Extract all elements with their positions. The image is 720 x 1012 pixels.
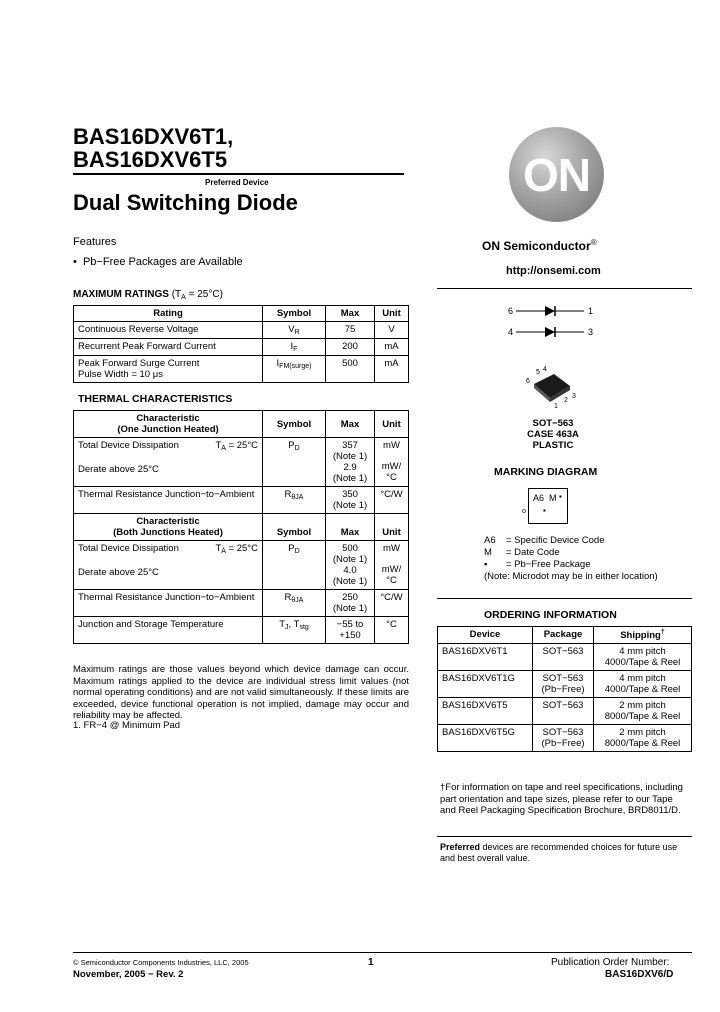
svg-text:5: 5 [536, 369, 540, 376]
pin-6-label: 6 [508, 306, 514, 316]
svg-text:3: 3 [572, 393, 576, 400]
package-drawing [522, 366, 582, 410]
table-row: Junction and Storage Temperature $T_J$, $T_{stg}$ −55 to +150 °C [74, 617, 409, 644]
on-semi-logo: ON [509, 127, 604, 222]
marking-heading: MARKING DIAGRAM [494, 466, 598, 478]
pin-3-label: 3 [588, 327, 594, 337]
company-name: ON Semiconductor® [482, 238, 597, 253]
svg-text:2: 2 [564, 397, 568, 404]
divider [437, 598, 692, 599]
preferred-device-label: Preferred Device [205, 178, 269, 187]
ratings-notes: Maximum ratings are those values beyond which device damage can occur. Maximum ratings applied to the device are individual stress limit values (not normal operating conditions) and are not valid simultaneously. If these limits are exceeded, device functional operation is not implied, damage may occur and reliability may be affected. [73, 664, 409, 721]
copyright: © Semiconductor Components Industries, LLC, 2005 [73, 958, 249, 967]
table-row: BAS16DXV6T1 SOT−563 4 mm pitch 4000/Tape & Reel [438, 644, 692, 671]
table-row: Peak Forward Surge Current Pulse Width = 10 μs $I_{FM(surge)}$ 500 mA [74, 356, 409, 383]
divider [437, 836, 692, 837]
max-ratings-table: Rating Symbol Max Unit Continuous Reverse Voltage $V_R$ 75 V Recurrent Peak Forward Current $I_F$ 200 mA Peak Forward Surge Current Pulse Width = 10 μs $I_{FM(surge)}$ 500 mA [73, 305, 409, 383]
max-ratings-heading: MAXIMUM RATINGS $(T_A = 25^\circ C)$ [73, 289, 223, 301]
publication-label: Publication Order Number: [551, 957, 670, 968]
table-row: Thermal Resistance Junction−to−Ambient $R_{\theta JA}$ 250 (Note 1) °C/W [74, 590, 409, 617]
company-url[interactable]: http://onsemi.com [506, 265, 601, 277]
pin-4-label: 4 [508, 327, 514, 337]
marking-diagram: A6 M ▪ ▪ [528, 488, 568, 524]
ordering-heading: ORDERING INFORMATION [484, 609, 617, 621]
table-row: Recurrent Peak Forward Current $I_F$ 200 mA [74, 339, 409, 356]
microdot-icon: ▪ [559, 492, 562, 501]
svg-text:4: 4 [543, 366, 547, 373]
part-number-2: BAS16DXV6T5 [73, 147, 228, 172]
note-1: 1. FR−4 @ Minimum Pad [73, 720, 181, 731]
marking-legend: A6 = Specific Device Code M = Date Code ▪ = Pb−Free Package (Note: Microdot may be in either location) [484, 535, 658, 582]
table-row: BAS16DXV6T5 SOT−563 2 mm pitch 8000/Tape & Reel [438, 698, 692, 725]
svg-text:1: 1 [554, 403, 558, 410]
table-row: Total Device Dissipation $T_A = 25^\circ C$ Derate above 25°C $P_D$ 500 (Note 1) 4.0 (Note 1) mW mW/°C [74, 541, 409, 590]
preferred-note: Preferred devices are recommended choices for future use and best overall value. [440, 842, 678, 863]
page-number: 1 [368, 957, 374, 968]
package-info: SOT−563 CASE 463A PLASTIC [527, 418, 579, 451]
bullet-icon: • [73, 256, 83, 268]
svg-text:6: 6 [526, 378, 530, 385]
ordering-footnote: †For information on tape and reel specifications, including part orientation and tape sizes, please refer to our Tape and Reel Packaging Specification Brochure, BRD8011/D. [440, 782, 683, 816]
divider [437, 288, 692, 289]
pin-1-label: 1 [588, 306, 594, 316]
ordering-table: Device Package Shipping† BAS16DXV6T1 SOT−563 4 mm pitch 4000/Tape & Reel BAS16DXV6T1G SOT−563 (Pb−Free) 4 mm pitch 4000/Tape & Reel BAS16DXV6T5 SOT−563 2 mm pitch 8000/Tape & Reel BAS16DXV6T5G SOT−563 (Pb−Free) 2 mm pitch 8000/Tape & Reel [437, 626, 692, 752]
thermal-heading: THERMAL CHARACTERISTICS [78, 393, 233, 405]
publication-number: BAS16DXV6/D [605, 969, 674, 980]
table-row: Thermal Resistance Junction−to−Ambient $R_{\theta JA}$ 350 (Note 1) °C/W [74, 487, 409, 514]
revision-date: November, 2005 − Rev. 2 [73, 969, 184, 980]
features-heading: Features [73, 236, 117, 248]
table-row: BAS16DXV6T5G SOT−563 (Pb−Free) 2 mm pitch 8000/Tape & Reel [438, 725, 692, 752]
footer-rule [73, 952, 692, 953]
table-row: BAS16DXV6T1G SOT−563 (Pb−Free) 4 mm pitch 4000/Tape & Reel [438, 671, 692, 698]
part-number-1: BAS16DXV6T1, [73, 124, 234, 149]
feature-item: • Pb−Free Packages are Available [73, 256, 243, 268]
pin-one-marker: o [522, 508, 526, 515]
pinout-diagram [500, 300, 610, 340]
header-rule [73, 173, 404, 175]
table-row: Total Device Dissipation $T_A = 25^\circ C$ Derate above 25°C $P_D$ 357 (Note 1) 2.9 (Note 1) mW mW/°C [74, 438, 409, 487]
microdot-icon: ▪ [543, 506, 546, 515]
thermal-table: Characteristic (One Junction Heated) Symbol Max Unit Total Device Dissipation $T_A = 25^\circ C$ Derate above 25°C $P_D$ 357 (Note 1) 2.9 (Note 1) mW mW/°C Thermal Resistance Junction−to−Ambient $R_{\theta JA}$ 350 (Note 1) °C/W Characteristic (Both Junctions Heated) Symbol Max Unit Total Device Dissipation $T_A = 25^\circ C$ Derate above 25°C $P_D$ 500 (Note 1) 4.0 (Note 1) mW mW/°C Thermal Resistance Junction−to−Ambient $R_{\theta JA}$ 250 (Note 1) °C/W Junction and Storage Temperature $T_J$, $T_{stg}$ −55 to +150 °C [73, 410, 409, 644]
table-row: Continuous Reverse Voltage $V_R$ 75 V [74, 322, 409, 339]
page-title: Dual Switching Diode [73, 190, 298, 215]
